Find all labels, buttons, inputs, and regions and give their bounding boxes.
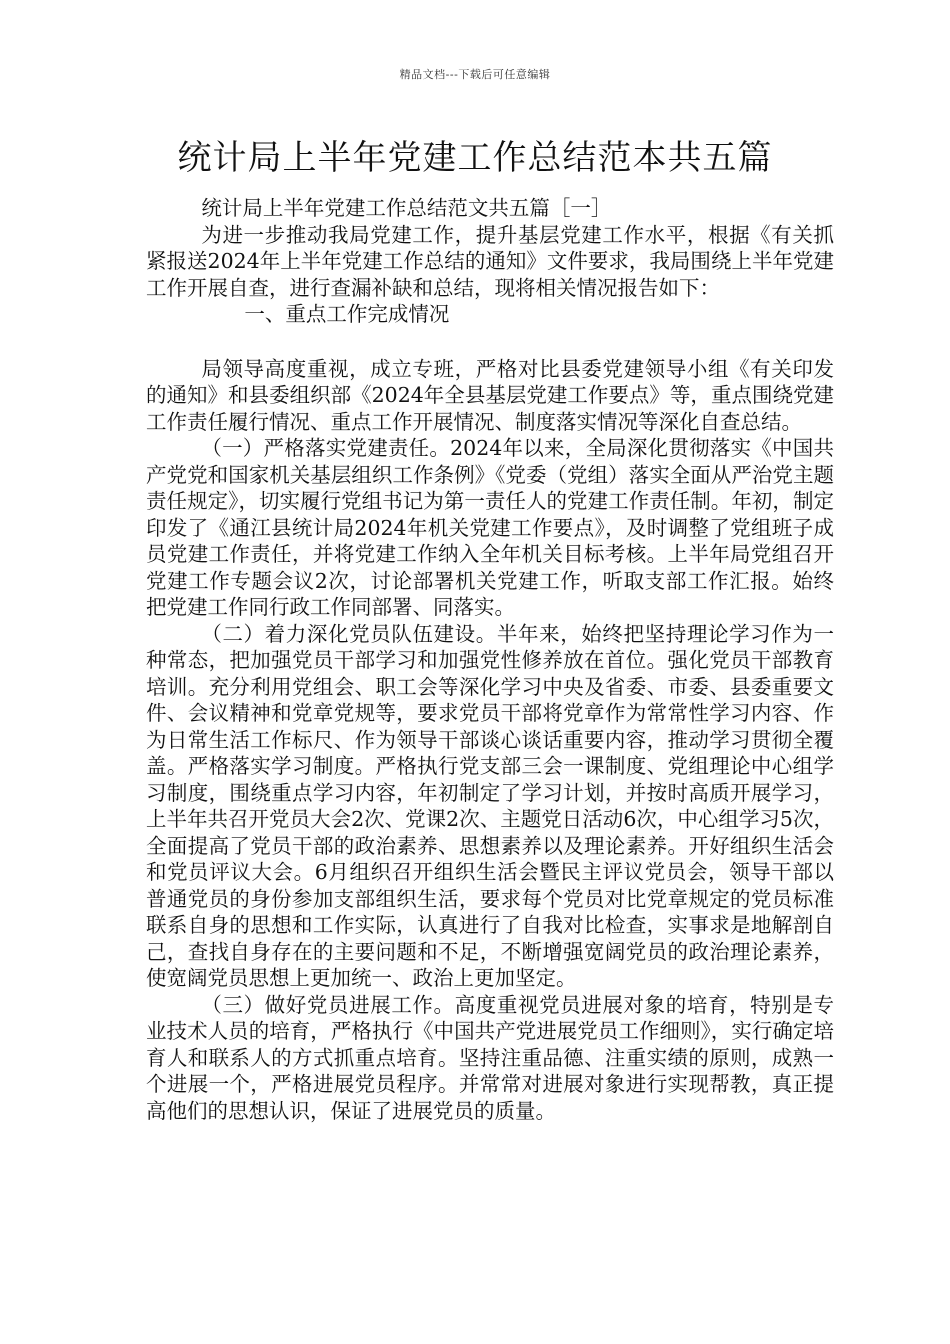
section-heading: 一、重点工作完成情况 [244, 302, 450, 326]
document-body [146, 195, 834, 1124]
paragraph-party-responsibility: （一）严格落实党建责任。2024年以来，全局深化贯彻落实《中国共产党党和国家机关基层组织工作条例》《党委（党组）落实全面从严治党主题责任规定》，切实履行党组书记为第一责任人的党建工作责任制。年初，制定印发了《通江县统计局2024年机关党建工作要点》，及时调整了党组班子成员党建工作责任，并将党建工作纳入全年机关目标考核。上半年局党组召开党建工作专题会议2次，讨论部署机关党建工作，听取支部工作汇报。始终把党建工作同行政工作同部署、同落实。 [146, 436, 834, 619]
paragraph-member-development: （三）做好党员进展工作。高度重视党员进展对象的培育，特别是专业技术人员的培育，严格执行《中国共产党进展党员工作细则》，实行确定培育人和联系人的方式抓重点培育。坚持注重品德、注重实绩的原则，成熟一个进展一个，严格进展党员程序。并常常对进展对象进行实现帮教，真正提高他们的思想认识，保证了进展党员的质量。 [146, 992, 834, 1123]
paragraph-member-team-building: （二）着力深化党员队伍建设。半年来，始终把坚持理论学习作为一种常态，把加强党员干部学习和加强党性修养放在首位。强化党员干部教育培训。充分利用党组会、职工会等深化学习中央及省委、市委、县委重要文件、会议精神和党章党规等，要求党员干部将党章作为常常性学习内容、作为日常生活工作标尺、作为领导干部谈心谈话重要内容，推动学习贯彻全覆盖。严格落实学习制度。严格执行党支部三会一课制度、党组理论中心组学习制度，围绕重点学习内容，年初制定了学习计划，并按时高质开展学习，上半年共召开党员大会2次、党课2次、主题党日活动6次，中心组学习5次，全面提高了党员干部的政治素养、思想素养以及理论素养。开好组织生活会和党员评议大会。6月组织召开组织生活会暨民主评议党员会，领导干部以普通党员的身份参加支部组织生活，要求每个党员对比党章规定的党员标准联系自身的思想和工作实际，认真进行了自我对比检查，实事求是地解剖自己，查找自身存在的主要问题和不足，不断增强宽阔党员的政治理论素养，使宽阔党员思想上更加统一、政治上更加坚定。 [146, 621, 834, 990]
page-header: 精品文档---下载后可任意编辑 [399, 68, 551, 81]
paragraph-overview: 局领导高度重视，成立专班，严格对比县委党建领导小组《有关印发的通知》和县委组织部《2024年全县基层党建工作要点》等，重点围绕党建工作责任履行情况、重点工作开展情况、制度落实情况等深化自查总结。 [146, 356, 834, 434]
intro-paragraph: 为进一步推动我局党建工作，提升基层党建工作水平，根据《有关抓紧报送2024年上半年党建工作总结的通知》文件要求，我局围绕上半年党建工作开展自查，进行查漏补缺和总结，现将相关情况报告如下： [146, 222, 834, 300]
document-subtitle: 统计局上半年党建工作总结范文共五篇［一］ [201, 196, 612, 220]
document-title: 统计局上半年党建工作总结范本共五篇 [177, 138, 773, 178]
